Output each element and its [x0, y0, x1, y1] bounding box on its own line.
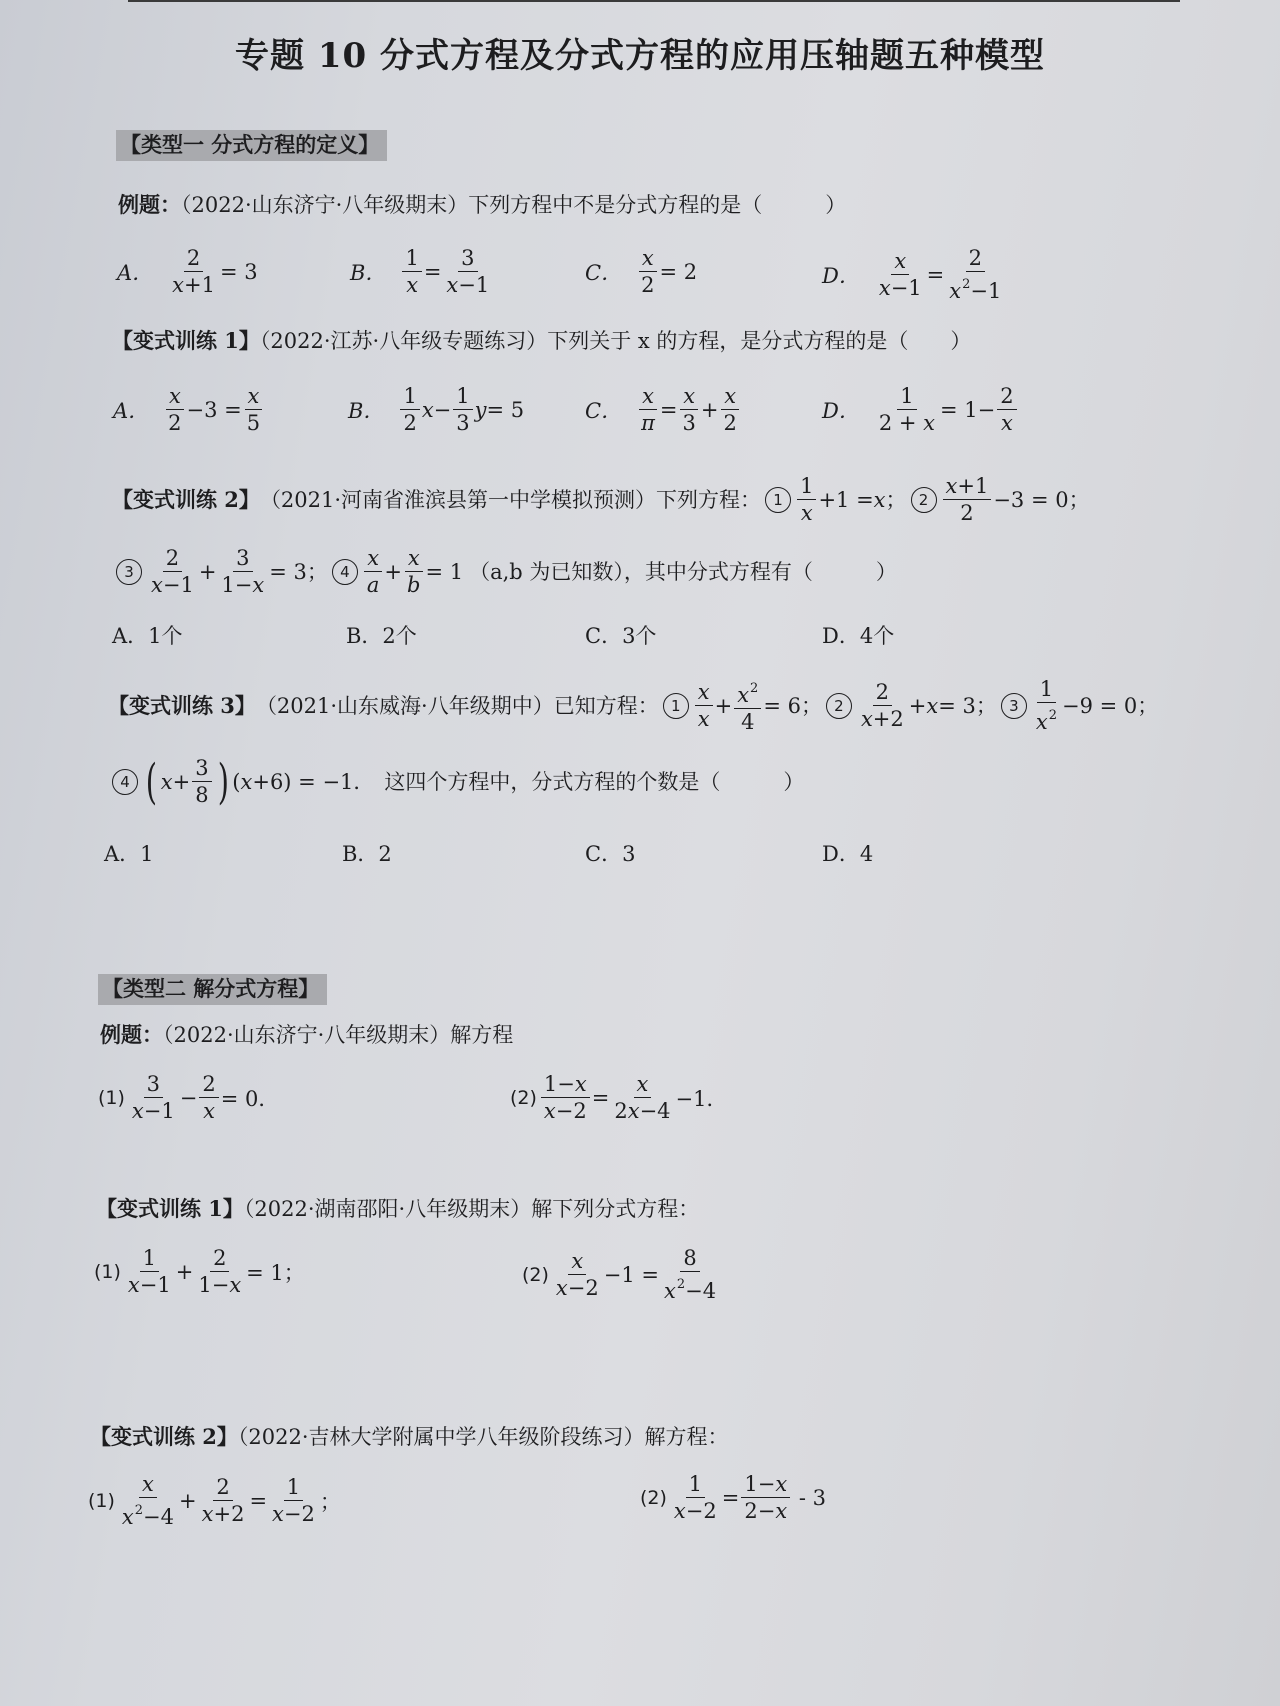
t2-variant2-eq1: (1) $\frac{x}{x^2-4}$ + $\frac{2}{x+2}$ = $\frac{1}{x-2}$ ； — [88, 1472, 341, 1529]
example2-eq1: (1) $\frac{3}{x-1}$ − $\frac{2}{x}$ = 0． — [98, 1072, 280, 1123]
variant3-label: 【变式训练 3】 — [108, 692, 256, 718]
t2-variant2-question — [90, 1422, 729, 1452]
option-c: C． $\frac{x}{2}$ = 2 — [585, 246, 698, 297]
section-tag-type2: 【类型二 解分式方程】 — [98, 974, 327, 1005]
option-d: D． $\frac{x}{x-1}$ = $\frac{2}{x^2-1}$ — [822, 246, 1002, 303]
variant1-question — [112, 326, 971, 356]
variant2-tail: （a,b 为已知数），其中分式方程有（ ） — [469, 559, 897, 584]
page-title: 专题 10 分式方程及分式方程的应用压轴题五种模型 — [235, 36, 1045, 76]
option-d: D．4 — [822, 842, 874, 866]
option-a: A． $\frac{2}{x+1}$ = 3 — [117, 246, 258, 297]
option-d: D．4个 — [822, 624, 895, 648]
option-a: A． $\frac{x}{2}$ −3 = $\frac{x}{5}$ — [113, 384, 265, 435]
t2-variant1-eq1: (1) $\frac{1}{x-1}$ + $\frac{2}{1-x}$ = 1； — [94, 1246, 305, 1297]
variant3-equation4: 4 ( x + $\frac{3}{8}$ ) ( x +6) = −1． 这四个方程中，分式方程的个数是（ ） — [108, 756, 804, 807]
option-b: B．2个 — [346, 624, 417, 648]
variant1-text: （2022·江苏·八年级专题练习）下列关于 x 的方程，是分式方程的是（ ） — [259, 329, 972, 353]
option-a: A．1 — [104, 842, 154, 866]
option-c: C．3 — [585, 842, 636, 866]
t2-variant1-question — [96, 1194, 699, 1224]
variant3-text: （2021·山东威海·八年级期中）已知方程： — [255, 693, 659, 718]
t2-variant2-eq2: (2) $\frac{1}{x-2}$ = $\frac{1-x}{2-x}$ - 3 — [640, 1472, 826, 1523]
variant3-question: 【变式训练 3】 （2021·山东威海·八年级期中）已知方程： 1 $\frac{x}{x}$ + $\frac{x^2}{4}$ = 6； 2 $\frac{2}{x+2}$ + x = 3； 3 $\frac{1}{x^2}$ −9 = 0； — [108, 677, 1159, 734]
top-rule — [128, 0, 1180, 2]
t2-variant2-text: （2022·吉林大学附属中学八年级阶段练习）解方程： — [237, 1425, 729, 1449]
variant2-label: 【变式训练 2】 — [112, 486, 260, 512]
t2-variant1-text: （2022·湖南邵阳·八年级期末）解下列分式方程： — [243, 1197, 700, 1221]
example2-eq2: (2) $\frac{1-x}{x-2}$ = $\frac{x}{2x-4}$ −1． — [510, 1072, 728, 1123]
t2-variant2-label: 【变式训练 2】 — [90, 1424, 238, 1449]
option-b: B． $\frac{1}{x}$ = $\frac{3}{x-1}$ — [350, 246, 490, 297]
option-d: D． $\frac{1}{2 + x}$ = 1− $\frac{2}{x}$ — [822, 384, 1019, 435]
example-label: 例题： — [118, 192, 181, 217]
variant2-question: 【变式训练 2】 （2021·河南省淮滨县第一中学模拟预测）下列方程： 1 $\frac{1}{x}$ +1 = x ； 2 $\frac{x+1}{2}$ −3 = 0； — [112, 474, 1090, 525]
variant1-label: 【变式训练 1】 — [112, 328, 260, 353]
example2-label: 例题： — [100, 1022, 163, 1047]
option-b: B． $\frac{1}{2}$ x − $\frac{1}{3}$ y = 5 — [348, 384, 525, 435]
t2-variant1-eq2: (2) $\frac{x}{x-2}$ −1 = $\frac{8}{x^2-4}$ — [522, 1246, 717, 1303]
option-c: C．3个 — [585, 624, 657, 648]
example-text: （2022·山东济宁·八年级期末）下列方程中不是分式方程的是（ ） — [181, 193, 847, 217]
section-tag-type1: 【类型一 分式方程的定义】 — [116, 130, 387, 161]
example-question — [118, 190, 846, 220]
t2-variant1-label: 【变式训练 1】 — [96, 1196, 244, 1221]
option-c: C． $\frac{x}{\pi}$ = $\frac{x}{3}$ + $\frac{x}{2}$ — [585, 384, 742, 435]
example2-question — [100, 1020, 513, 1050]
variant3-tail: 这四个方程中，分式方程的个数是（ ） — [384, 769, 805, 794]
option-b: B．2 — [342, 842, 392, 866]
option-a: A．1个 — [112, 624, 183, 648]
variant2-text: （2021·河南省淮滨县第一中学模拟预测）下列方程： — [259, 487, 762, 512]
example2-text: （2022·山东济宁·八年级期末）解方程 — [163, 1023, 514, 1047]
variant2-equations: 3 $\frac{2}{x-1}$ + $\frac{3}{1-x}$ = 3； 4 $\frac{x}{a}$ + $\frac{x}{b}$ = 1 （a,b 为已知数），其中分式方程有（ ） — [112, 546, 897, 597]
